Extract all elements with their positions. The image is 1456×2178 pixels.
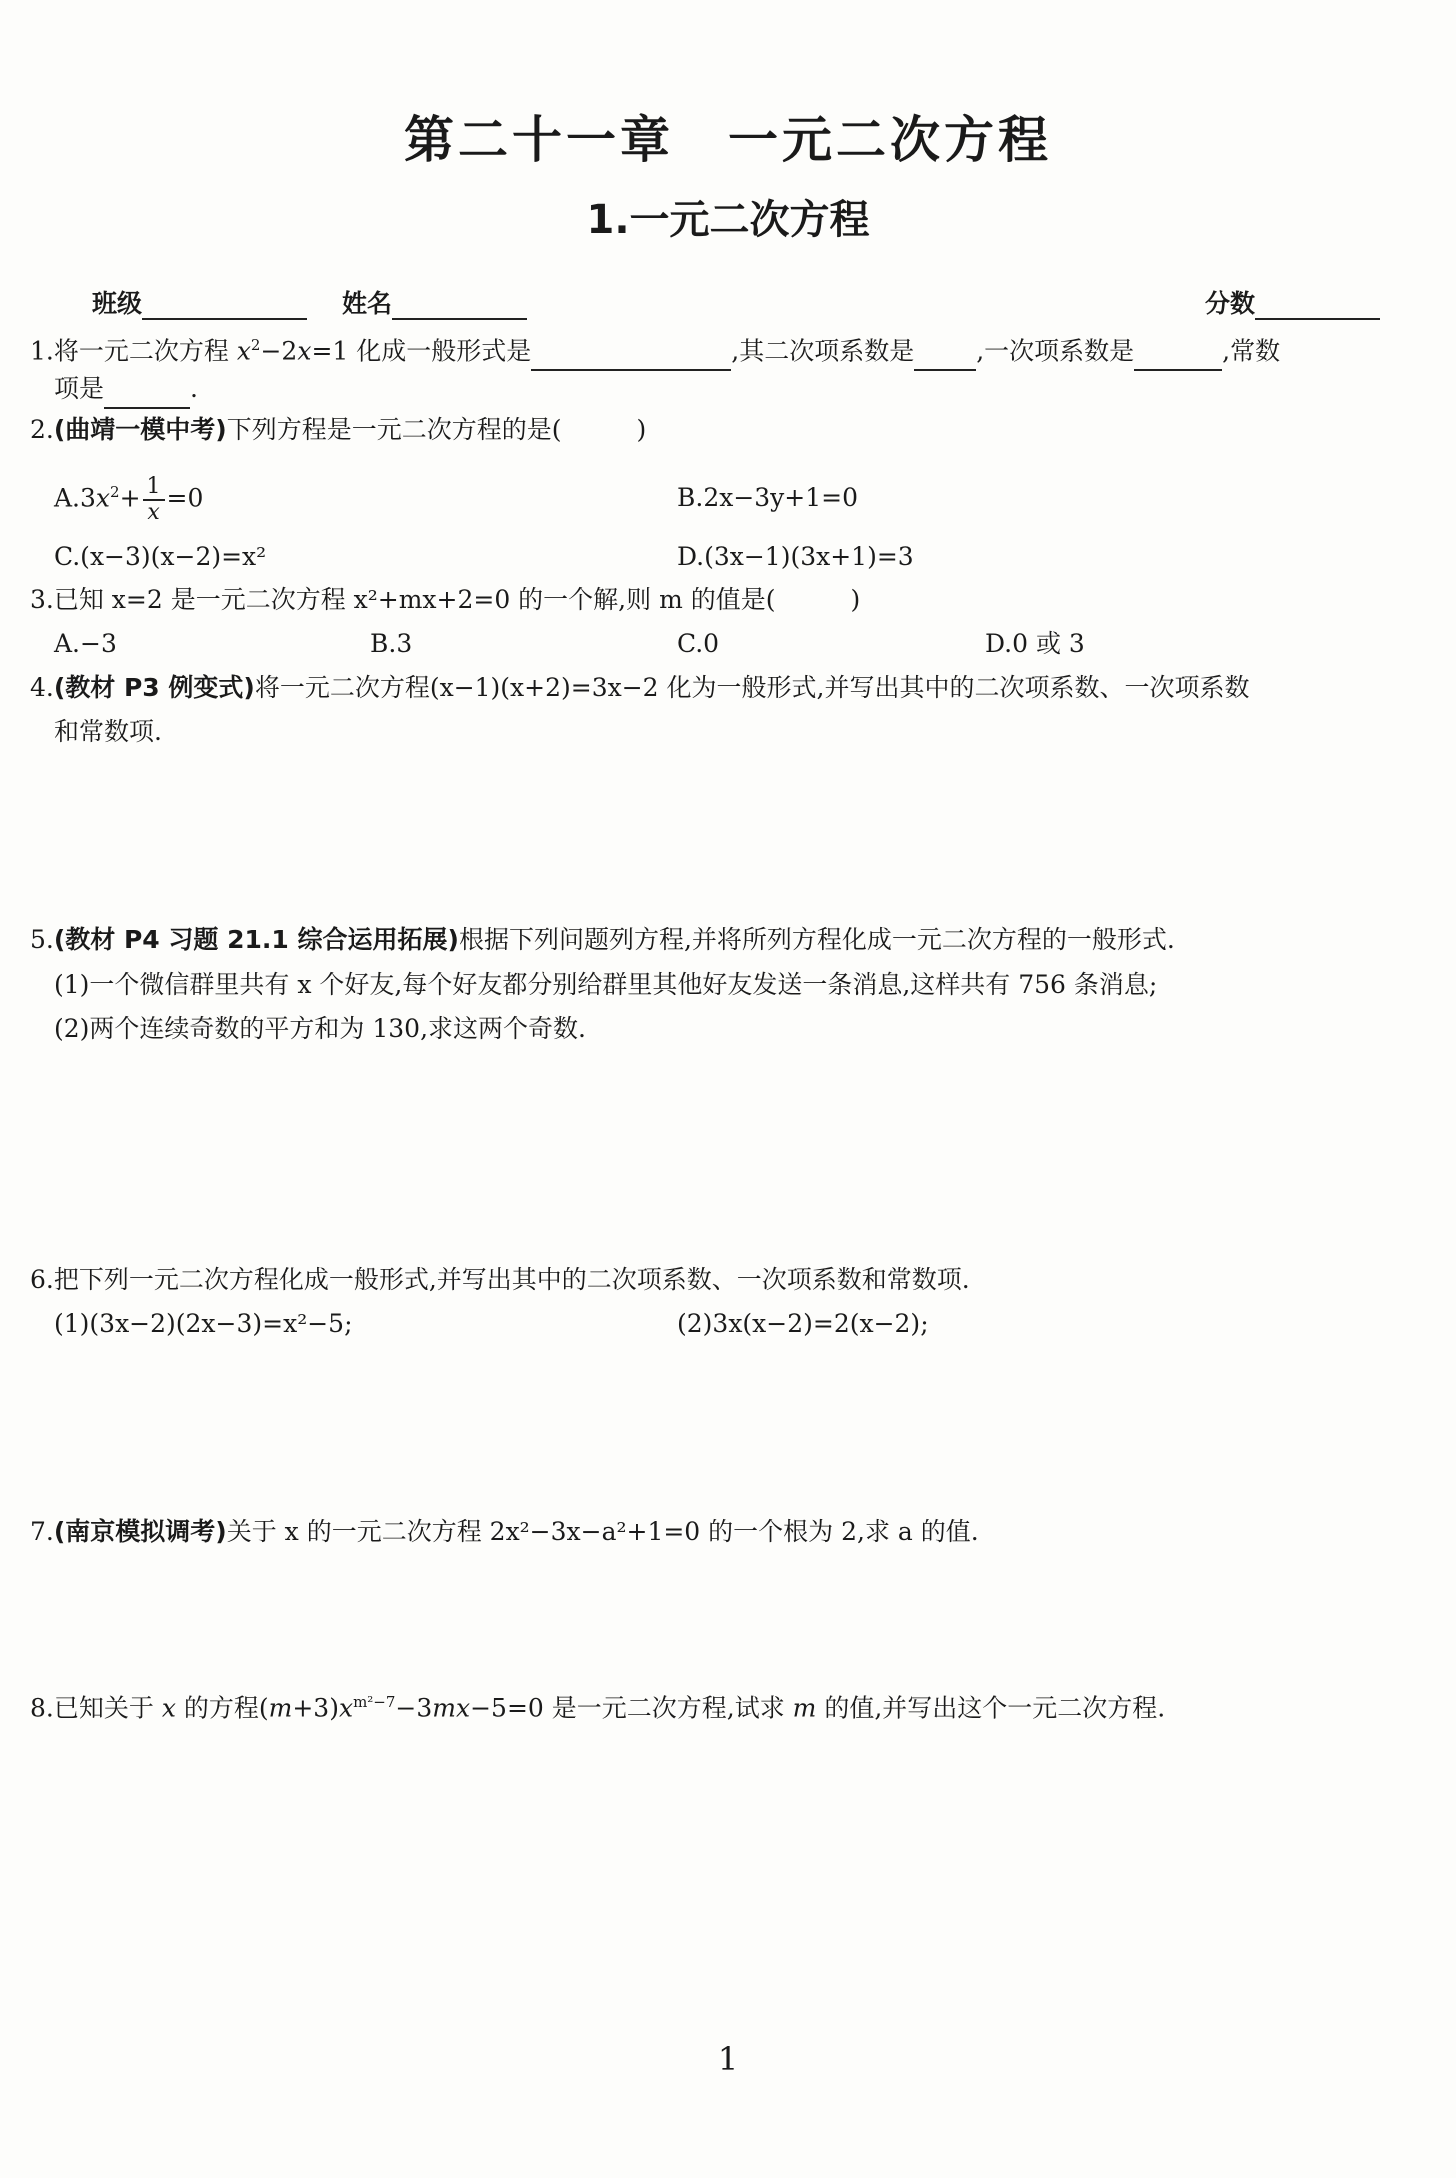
q4-line-1: 将一元二次方程(x−1)(x+2)=3x−2 化为一般形式,并写出其中的二次项系数、一次项系数 (254, 673, 1250, 702)
q8-var-m1: m (268, 1693, 293, 1723)
q6-sub-2: (2)3x(x−2)=2(x−2); (677, 1309, 929, 1338)
q6-text: 把下列一元二次方程化成一般形式,并写出其中的二次项系数、一次项系数和常数项. (53, 1265, 970, 1294)
q1-exponent: 2 (250, 336, 261, 354)
q3-option-c[interactable]: C.0 (677, 629, 720, 658)
q5-number: 5. (30, 925, 54, 954)
q1-blank-quadratic-coef[interactable] (914, 343, 976, 371)
q1-text-1: 将一元二次方程 (53, 336, 237, 366)
question-7 (30, 1512, 979, 1552)
q8-text-2: 的方程( (175, 1693, 269, 1723)
q5-source-tag: (教材 P4 习题 21.1 综合运用拓展) (53, 925, 459, 954)
q8-text-6: 的值,并写出这个一元二次方程. (816, 1693, 1166, 1723)
q3-option-a[interactable]: A.−3 (54, 629, 117, 658)
q1-var-x: x (236, 336, 251, 366)
page-number: 1 (717, 2040, 739, 2078)
q8-text-3: +3) (292, 1693, 339, 1723)
q8-var-m2: m (432, 1693, 456, 1723)
q2-a-rest: =0 (166, 483, 204, 513)
q2-a-denominator: x (147, 499, 160, 525)
q6-sub-1: (1)(3x−2)(2x−3)=x²−5; (54, 1309, 353, 1338)
q8-number: 8. (30, 1693, 54, 1723)
question-5 (30, 920, 1175, 960)
q1-text-3: ,其二次项系数是 (731, 336, 915, 366)
q2-a-exponent: 2 (110, 483, 120, 501)
q3-text: 已知 x=2 是一元二次方程 x²+mx+2=0 的一个解,则 m 的值是( ) (53, 585, 861, 614)
class-label: 班级 (92, 289, 143, 318)
q8-var-x2: x (338, 1693, 354, 1723)
q1-text-5: ,常数 (1222, 336, 1281, 366)
q8-var-m3: m (792, 1693, 817, 1723)
q2-option-a[interactable] (54, 472, 203, 525)
q7-number: 7. (30, 1517, 54, 1546)
q2-a-numerator: 1 (143, 475, 165, 501)
q1-period: . (190, 374, 198, 403)
q1-text-6: 项是 (54, 374, 105, 403)
q5-sub-1: (1)一个微信群里共有 x 个好友,每个好友都分别给群里其他好友发送一条消息,这样共有 756 条消息; (54, 970, 1158, 999)
q5-sub-2: (2)两个连续奇数的平方和为 130,求这两个奇数. (54, 1014, 586, 1043)
section-title: 1.一元二次方程 (586, 197, 870, 243)
q8-text-4: −3 (395, 1693, 433, 1723)
q2-a-plus: + (119, 483, 141, 513)
q1-text-2: =1 化成一般形式是 (311, 336, 532, 366)
q7-text: 关于 x 的一元二次方程 2x²−3x−a²+1=0 的一个根为 2,求 a 的值. (226, 1517, 979, 1546)
question-1 (30, 325, 1280, 371)
q1-minus: −2 (260, 336, 298, 366)
q4-line-2: 和常数项. (54, 717, 162, 746)
q2-number: 2. (30, 415, 54, 444)
q1-text-4: ,一次项系数是 (976, 336, 1135, 366)
q8-text-5: −5=0 是一元二次方程,试求 (470, 1693, 793, 1723)
q4-number: 4. (30, 673, 54, 702)
name-field (342, 284, 527, 320)
score-label: 分数 (1205, 289, 1256, 318)
q2-a-var: x (95, 483, 111, 513)
q1-blank-linear-coef[interactable] (1134, 343, 1222, 371)
chapter-title: 第二十一章 一元二次方程 (404, 111, 1052, 169)
q1-blank-constant[interactable] (104, 381, 190, 409)
question-1-line2 (54, 369, 198, 409)
q8-var-x1: x (161, 1693, 176, 1723)
q2-text: 下列方程是一元二次方程的是( ) (226, 415, 647, 444)
q8-exponent: m²−7 (353, 1693, 396, 1711)
question-2 (30, 410, 646, 450)
question-8 (30, 1682, 1165, 1728)
q1-blank-general-form[interactable] (531, 343, 731, 371)
q8-var-x3: x (456, 1693, 471, 1723)
q4-source-tag: (教材 P3 例变式) (53, 673, 255, 702)
q8-text-1: 已知关于 (53, 1693, 162, 1723)
q1-var-x2: x (297, 336, 312, 366)
q7-source-tag: (南京模拟调考) (53, 1517, 227, 1546)
q2-option-b[interactable]: B.2x−3y+1=0 (677, 483, 859, 512)
q2-option-d[interactable]: D.(3x−1)(3x+1)=3 (677, 542, 914, 571)
q1-number: 1. (30, 336, 54, 366)
question-6 (30, 1260, 970, 1300)
q3-number: 3. (30, 585, 54, 614)
class-blank[interactable] (142, 292, 307, 320)
name-blank[interactable] (392, 292, 527, 320)
q6-number: 6. (30, 1265, 54, 1294)
question-4 (30, 668, 1249, 708)
score-field (1205, 284, 1380, 320)
q2-source-tag: (曲靖一模中考) (53, 415, 227, 444)
name-label: 姓名 (342, 289, 393, 318)
q5-text: 根据下列问题列方程,并将所列方程化成一元二次方程的一般形式. (458, 925, 1175, 954)
q2-a-fraction (143, 475, 165, 525)
class-field (92, 284, 307, 320)
q3-option-d[interactable]: D.0 或 3 (985, 629, 1085, 658)
q3-option-b[interactable]: B.3 (370, 629, 413, 658)
score-blank[interactable] (1255, 292, 1380, 320)
q2-option-c[interactable]: C.(x−3)(x−2)=x² (54, 542, 267, 571)
question-3 (30, 580, 860, 620)
q2-a-prefix: A.3 (54, 483, 96, 513)
